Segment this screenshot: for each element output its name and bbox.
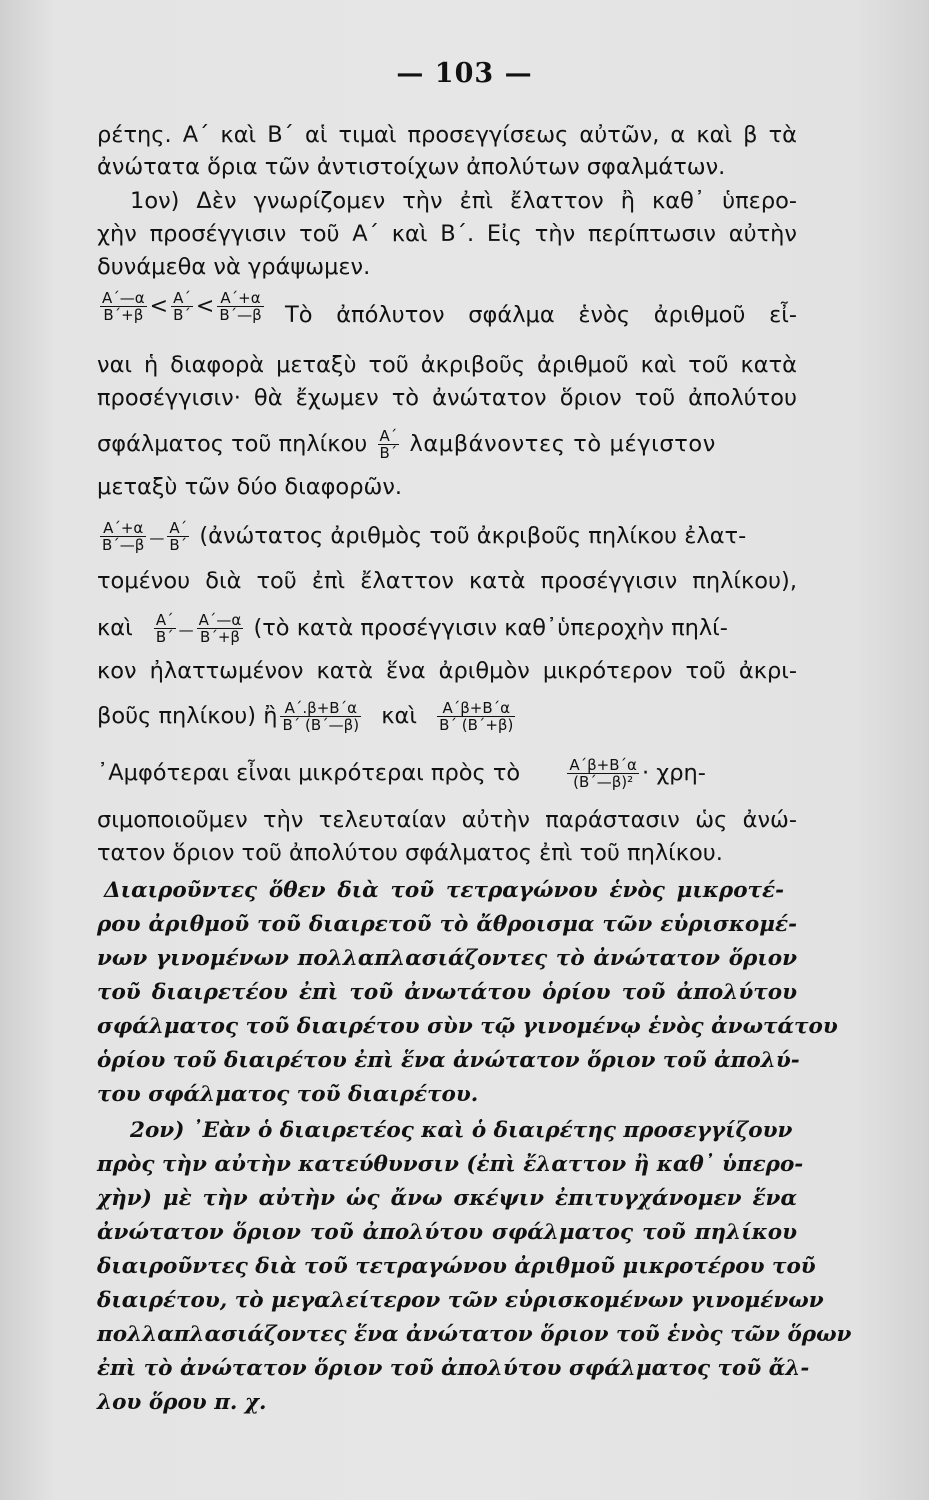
text-line: $\frac{A΄+\alpha}{B΄—\beta}$ — $\frac{A΄}{B΄}$ (ἀνώτατος ἀριθμὸς τοῦ ἀκριβοῦς πηλίκου ἐλατ- [102,519,747,554]
italic-line: πολλαπλασιάζοντες ἕνα ἀνώτατον ὅριον τοῦ ἑνὸς τῶν ὅρων [97,1322,852,1347]
text-line: σιμοποιοῦμεν τὴν τελευταίαν αὐτὴν παράστασιν ὡς ἀνώ- [97,807,797,833]
fraction: $\frac{A΄.\beta+B΄\alpha}{B΄ (B΄—\beta)}$ [282,699,360,734]
italic-line: σφάλματος τοῦ διαιρέτου σὺν τῷ γινομένῳ ἑνὸς ἀνωτάτου [97,1014,838,1039]
italic-line: 2ον) ᾽Εὰν ὁ διαιρετέος καὶ ὁ διαιρέτης προσεγγίζουν [130,1118,793,1143]
fraction: $\frac{A΄}{B΄}$ [173,289,191,324]
italic-line: ἐπὶ τὸ ἀνώτατον ὅριον τοῦ ἀπολύτου σφάλματος τοῦ ἄλ- [97,1356,810,1381]
fraction: $\frac{A΄}{B΄}$ [169,519,188,554]
italic-line: διαιροῦντες διὰ τοῦ τετραγώνου ἀριθμοῦ μικροτέρου τοῦ [97,1254,816,1279]
italic-line: διαιρέτου, τὸ μεγαλείτερον τῶν εὑρισκομένων γινομένων [97,1288,824,1313]
inequality-formula: $\frac{A΄—\alpha}{B΄+\beta}$ < $\frac{A΄}{B΄}$ < $\frac{A΄+\alpha}{B΄—\beta}$ [102,289,262,324]
text-line: Τὸ ἀπόλυτον σφάλμα ἑνὸς ἀριθμοῦ εἶ- [285,302,797,328]
text-line: χὴν προσέγγισιν τοῦ Α΄ καὶ Β΄. Εἰς τὴν περίπτωσιν αὐτὴν [97,221,797,247]
text-line: ἀνώτατα ὅρια τῶν ἀντιστοίχων ἀπολύτων σφαλμάτων. [97,154,726,180]
page-number: — 103 — [396,58,533,89]
text-line: προσέγγισιν· θὰ ἔχωμεν τὸ ἀνώτατον ὅριον τοῦ ἀπολύτου [97,385,797,411]
italic-line: ὁρίου τοῦ διαιρέτου ἐπὶ ἕνα ἀνώτατον ὅριον τοῦ ἀπολύ- [97,1048,800,1073]
text-line: καὶ $\frac{A΄}{B΄}$ — $\frac{A΄—\alpha}{B΄+\beta}$ (τὸ κατὰ προσέγγισιν καθ᾽ὑπεροχὴν πηλί- [97,611,728,646]
text-line: κον ἠλαττωμένον κατὰ ἕνα ἀριθμὸν μικρότερον τοῦ ἀκρι- [97,658,797,684]
fraction: $\frac{A΄—\alpha}{B΄+\beta}$ [102,289,145,324]
italic-line: χὴν) μὲ τὴν αὐτὴν ὡς ἄνω σκέψιν ἐπιτυγχάνομεν ἕνα [97,1186,797,1211]
text-line: δυνάμεθα νὰ γράψωμεν. [97,254,371,280]
fraction: $\frac{A΄\beta+B΄\alpha}{\text{(Β΄—β)²}}$ [569,756,637,791]
text-line: βοῦς πηλίκου) ἢ $\frac{A΄.\beta+B΄\alpha}{B΄ (B΄—\beta)}$ καὶ $\frac{A΄\beta+B΄\alpha}{B΄ (B΄+\beta)}$ [97,699,514,734]
italic-line: Διαιροῦντες ὅθεν διὰ τοῦ τετραγώνου ἑνὸς μικροτέ- [104,878,784,903]
italic-line: πρὸς τὴν αὐτὴν κατεύθυνσιν (ἐπὶ ἔλαττον ἢ καθ᾽ ὑπερο- [97,1152,804,1177]
text-line: ρέτης. Α΄ καὶ Β΄ αἱ τιμαὶ προσεγγίσεως αὐτῶν, α καὶ β τὰ [97,122,797,148]
text-line: τατον ὅριον τοῦ ἀπολύτου σφάλματος ἐπὶ τοῦ πηλίκου. [97,840,723,866]
text-line: ᾽Αμφότεραι εἶναι μικρότεραι πρὸς τὸ $\frac{A΄\beta+B΄\alpha}{\text{(Β΄—β)²}}$ · χρη- [97,756,706,791]
fraction: $\frac{A΄+\alpha}{B΄—\beta}$ [219,289,262,324]
italic-line: τοῦ διαιρετέου ἐπὶ τοῦ ἀνωτάτου ὁρίου τοῦ ἀπολύτου [97,980,797,1005]
fraction: $\frac{A΄—\alpha}{B΄+\beta}$ [198,611,242,646]
italic-line: νων γινομένων πολλαπλασιάζοντες τὸ ἀνώτατον ὅριον [97,946,797,971]
fraction: $\frac{A΄\beta+B΄\alpha}{B΄ (B΄+\beta)}$ [439,699,514,734]
fraction: $\frac{A΄}{B΄}$ [379,427,398,462]
text-line: τομένου διὰ τοῦ ἐπὶ ἔλαττον κατὰ προσέγγισιν πηλίκου), [97,568,797,594]
fraction: $\frac{A΄+\alpha}{B΄—\beta}$ [102,519,145,554]
text-line: σφάλματος τοῦ πηλίκου $\frac{A΄}{B΄}$ λαμβάνοντες τὸ μέγιστον [97,427,716,462]
italic-line: λου ὅρου π. χ. [97,1390,267,1415]
italic-line: ρου ἀριθμοῦ τοῦ διαιρετοῦ τὸ ἄθροισμα τῶν εὑρισκομέ- [97,912,797,937]
text-line: μεταξὺ τῶν δύο διαφορῶν. [97,474,403,500]
italic-line: ἀνώτατον ὅριον τοῦ ἀπολύτου σφάλματος τοῦ πηλίκου [97,1220,797,1245]
italic-line: του σφάλματος τοῦ διαιρέτου. [97,1082,479,1107]
text-line: 1ον) Δὲν γνωρίζομεν τὴν ἐπὶ ἔλαττον ἢ καθ᾽ ὑπερο- [130,188,797,214]
text-line: ναι ἡ διαφορὰ μεταξὺ τοῦ ἀκριβοῦς ἀριθμοῦ καὶ τοῦ κατὰ [97,352,797,378]
fraction: $\frac{A΄}{B΄}$ [155,611,174,646]
